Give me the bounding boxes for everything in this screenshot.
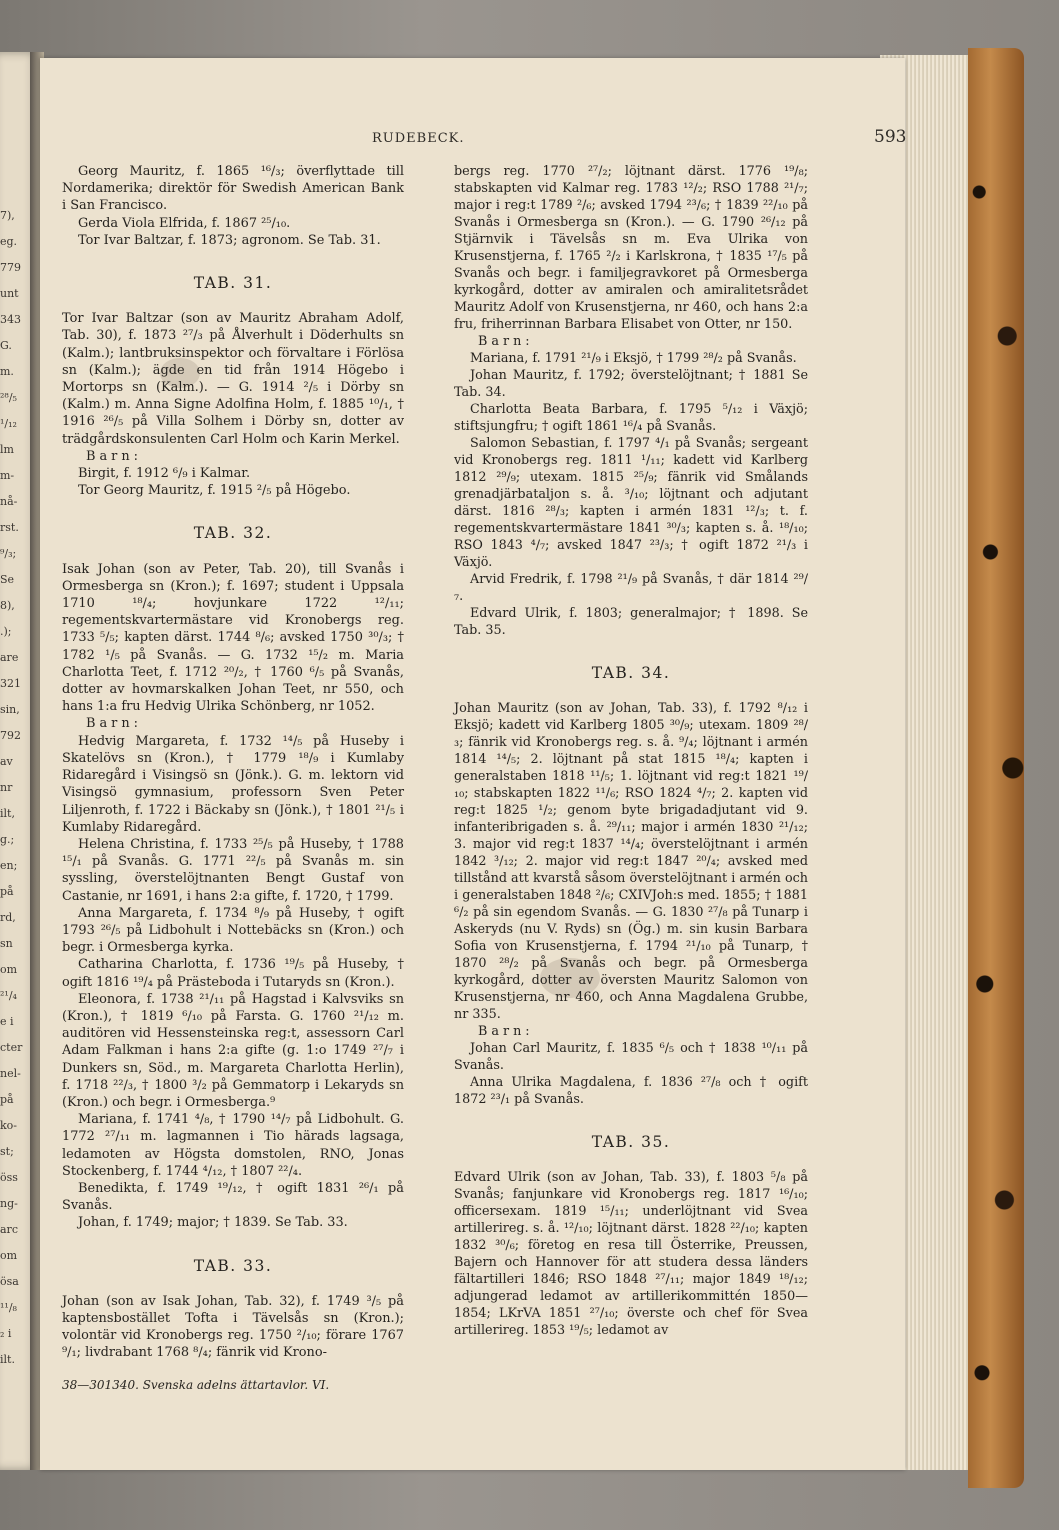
- left-page-fragment: ko-: [0, 1119, 18, 1132]
- left-page-fragment: st;: [0, 1145, 14, 1158]
- entry-paragraph: Tor Ivar Baltzar (son av Mauritz Abraham Adolf, Tab. 30), f. 1873 ²⁷/₃ på Ålverhult i Döderhults sn (Kalm.); lantbruksinspektor och förvaltare i Förlösa sn (Kalm.); ägde en tid från 1914 Högebo i Mortorps sn (Kalm.). — G. 1914 ²/₅ i Dörby sn (Kalm.) m. Anna Signe Adolfina Holm, f. 1885 ¹⁰/₁, † 1916 ²⁶/₅ på Villa Solhem i Dörby sn, dotter av trädgårdskonsulenten Carl Holm och Karin Merkel.: [62, 311, 404, 447]
- left-page-fragment: arc: [0, 1223, 18, 1236]
- child-entry: Eleonora, f. 1738 ²¹/₁₁ på Hagstad i Kalvsviks sn (Kron.), † 1819 ⁶/₁₀ på Farsta. G. 1760 ²¹/₁₂ m. auditören vid Hessensteinska reg:t, assessorn Carl Adam Falkman i hans 2:a gifte (g. 1:o 1749 ²⁷/₇ i Dunkers sn, Söd., m. Margareta Charlotta Herlin), f. 1718 ²²/₃, † 1800 ³/₂ på Gemmatorp i Lekaryds sn (Kron.) och begr. i Ormesberga.⁹: [62, 991, 404, 1110]
- left-page-fragment: ösa: [0, 1275, 19, 1288]
- left-page-fragment: eg.: [0, 235, 18, 248]
- running-head: RUDEBECK.: [372, 131, 465, 146]
- left-page-fragment: unt: [0, 287, 19, 300]
- left-page-fragment: 792: [0, 729, 21, 742]
- table-heading: TAB. 33.: [193, 1256, 273, 1275]
- left-page-fragment: ⁹/₃;: [0, 547, 17, 560]
- left-page-fragment: ²⁸/₅: [0, 391, 17, 404]
- left-page-fragment: sin,: [0, 703, 20, 716]
- left-page-fragment: 7),: [0, 209, 15, 222]
- child-entry: Johan, f. 1749; major; † 1839. Se Tab. 33.: [78, 1215, 348, 1231]
- child-entry: Tor Georg Mauritz, f. 1915 ²/₅ på Högebo.: [78, 483, 351, 499]
- table-heading: TAB. 31.: [193, 274, 273, 293]
- child-entry: Hedvig Margareta, f. 1732 ¹⁴/₅ på Huseby i Skatelövs sn (Kron.), † 1779 ¹⁸/₉ i Kumlaby Ridaregård i Visingsö sn (Jönk.). G. m. lektorn vid Visingsö gymnasium, professorn Sven Peter Liljenroth, f. 1722 i Bäckaby sn (Jönk.), † 1801 ²¹/₅ i Kumlaby Ridaregård.: [62, 733, 404, 835]
- entry-paragraph: Johan (son av Isak Johan, Tab. 32), f. 1749 ³/₅ på kaptensbostället Tofta i Tävelsås sn (Kron.); volontär vid Kronobergs reg. 1750 ²/₁₀; förare 1767 ⁹/₁; livdrabant 1768 ⁸/₄; fänrik vid Krono-: [62, 1293, 404, 1361]
- left-page-fragment: på: [0, 1093, 14, 1106]
- left-page-fragment: 8),: [0, 599, 15, 612]
- page-number: 593: [874, 127, 907, 147]
- marbled-cover: [968, 48, 1024, 1488]
- child-entry: Georg Mauritz, f. 1865 ¹⁶/₃; överflyttade till Nordamerika; direktör för Swedish American Bank i San Francisco.: [62, 164, 404, 214]
- child-entry: Helena Christina, f. 1733 ²⁵/₅ på Huseby, † 1788 ¹⁵/₁ på Svanås. G. 1771 ²²/₅ på Svanås m. sin syssling, överstelöjtnanten Bengt Gustaf von Castanie, nr 1691, i hans 2:a gifte, f. 1720, † 1799.: [62, 836, 404, 904]
- child-entry: Mariana, f. 1791 ²¹/₉ i Eksjö, † 1799 ²⁸/₂ på Svanås.: [470, 351, 797, 366]
- left-page-fragment: ¹¹/₈: [0, 1301, 17, 1314]
- left-page-fragment: ilt,: [0, 807, 15, 820]
- left-page-fragment: G.: [0, 339, 12, 352]
- left-page-fragment: are: [0, 651, 19, 664]
- child-entry: Anna Margareta, f. 1734 ⁸/₉ på Huseby, † ogift 1793 ²⁶/₅ på Lidbohult i Nottebäcks sn (Kron.) och begr. i Ormesberga kyrka.: [62, 905, 404, 956]
- child-entry: Mariana, f. 1741 ⁴/₈, † 1790 ¹⁴/₇ på Lidbohult. G. 1772 ²⁷/₁₁ m. lagmannen i Tio härads lagsaga, ledamoten av Högsta domstolen, RNO, Jonas Stockenberg, f. 1744 ⁴/₁₂, † 1807 ²²/₄.: [62, 1112, 404, 1179]
- table-heading: TAB. 35.: [591, 1133, 671, 1151]
- left-page-fragment: lm: [0, 443, 14, 456]
- left-page-fragment: av: [0, 755, 13, 768]
- left-page-fragment: om: [0, 1249, 18, 1262]
- left-page-fragment: nr: [0, 781, 13, 794]
- left-page-fragment: nå-: [0, 495, 18, 508]
- child-entry: Catharina Charlotta, f. 1736 ¹⁹/₅ på Huseby, † ogift 1816 ¹⁹/₄ på Prästeboda i Tutaryds sn (Kron.).: [62, 957, 404, 990]
- left-page-fragment: ¹/₁₂: [0, 417, 17, 430]
- left-page-fragment: m.: [0, 365, 14, 378]
- left-page-fragment: ilt.: [0, 1353, 15, 1366]
- left-page-fragment: 343: [0, 313, 21, 326]
- entry-paragraph: Johan Mauritz (son av Johan, Tab. 33), f. 1792 ⁸/₁₂ i Eksjö; kadett vid Karlberg 1805 ³⁰/₉; utexam. 1809 ²⁸/₃; fänrik vid Kronobergs reg. s. å. ⁹/₄; löjtnant i armén 1814 ¹⁴/₅; 2. löjtnant på stat 1815 ¹⁸/₄; kapten i generalstaben 1818 ¹¹/₅; 1. löjtnant vid reg:t 1821 ¹⁹/₁₀; stabskapten 1822 ¹¹/₆; RSO 1824 ⁴/₇; 2. kapten vid reg:t 1825 ¹/₂; genom byte brigadadjutant vid 9. infanteribrigaden s. å. ²⁹/₁₁; major i armén 1830 ²¹/₁₂; 3. major vid reg:t 1837 ¹⁴/₄; överstelöjtnant i armén 1842 ³/₁₂; 2. major vid reg:t 1847 ²⁰/₄; avsked med tillstånd att kvarstå såsom överstelöjtnant i armén och i generalstaben 1848 ²/₆; CXIVJoh:s med. 1855; † 1881 ⁶/₂ på sin egendom Svanås. — G. 1830 ²⁷/₈ på Tunarp i Askeryds (nu V. Ryds) sn (Ög.) m. sin kusin Barbara Sofia von Krusenstjerna, f. 1794 ²¹/₁₀ på Tunarp, † 1870 ²⁸/₂ på Svanås och begr. på Ormesberga kyrkogård, dotter av översten Mauritz Salomon von Krusenstjerna, nr 460, och Anna Magdalena Grubbe, nr 335.: [454, 701, 808, 1022]
- left-page-fragment: öss: [0, 1171, 18, 1184]
- child-entry: Salomon Sebastian, f. 1797 ⁴/₁ på Svanås; sergeant vid Kronobergs reg. 1811 ¹/₁₁; kadett vid Karlberg 1812 ²⁹/₉; utexam. 1815 ²⁵/₉; fänrik vid Smålands grenadjärbataljon s. å. ³/₁₀; löjtnant och adjutant därst. 1816 ²⁸/₃; kapten i armén 1831 ¹²/₃; t. f. regementskvartermästare 1841 ³⁰/₃; kapten s. å. ¹⁸/₁₀; RSO 1843 ⁴/₇; avsked 1847 ²³/₃; † ogift 1872 ²¹/₃ i Växjö.: [454, 436, 808, 570]
- footer-signature: 38—301340. Svenska adelns ättartavlor. VI.: [62, 1378, 330, 1392]
- left-page-fragment: g.;: [0, 833, 15, 846]
- left-page-fragment: rd,: [0, 911, 16, 924]
- left-page-fragment: nel-: [0, 1067, 21, 1080]
- right-column: [454, 163, 808, 1339]
- child-entry: Arvid Fredrik, f. 1798 ²¹/₉ på Svanås, † där 1814 ²⁹/₇.: [454, 572, 808, 604]
- entry-paragraph: bergs reg. 1770 ²⁷/₂; löjtnant därst. 1776 ¹⁹/₈; stabskapten vid Kalmar reg. 1783 ¹²/₂; RSO 1788 ²¹/₇; major i reg:t 1789 ²/₆; avsked 1794 ²³/₆; † 1839 ²²/₁₀ på Svanås i Ormesberga sn (Kron.). — G. 1790 ²⁶/₁₂ på Stjärnvik i Tävelsås sn m. Eva Ulrika von Krusenstjerna, f. 1765 ²/₂ i Karlskrona, † 1835 ¹⁷/₅ på Svanås och begr. i familjegravkoret på Ormesberga kyrkogård, dotter av amiralen och amiralitetsrådet Mauritz Adolf von Krusenstjerna, nr 460, och hans 2:a fru, friherrinnan Barbara Elisabet von Otter, nr 150.: [454, 164, 808, 332]
- left-page-fragment: .);: [0, 625, 12, 638]
- left-page-fragment: Se: [0, 573, 15, 586]
- left-page-fragment: på: [0, 885, 14, 898]
- children-heading: Barn:: [86, 716, 142, 732]
- children-heading: Barn:: [478, 1024, 534, 1039]
- child-entry: Tor Ivar Baltzar, f. 1873; agronom. Se Tab. 31.: [78, 232, 381, 248]
- child-entry: Edvard Ulrik, f. 1803; generalmajor; † 1898. Se Tab. 35.: [454, 606, 808, 638]
- entry-paragraph: Isak Johan (son av Peter, Tab. 20), till Svanås i Ormesberga sn (Kron.); f. 1697; student i Uppsala 1710 ¹⁸/₄; hovjunkare 1722 ¹²/₁₁; regementskvartermästare vid Kronobergs reg. 1733 ⁵/₅; kapten därst. 1744 ⁸/₆; avsked 1750 ³⁰/₃; † 1782 ¹/₅ på Svanås. — G. 1732 ¹⁵/₂ m. Maria Charlotta Teet, f. 1712 ²⁰/₂, † 1760 ⁶/₅ på Svanås, dotter av hovmarskalken Johan Teet, nr 550, och hans 1:a fru Hedvig Ulrika Schönberg, nr 1052.: [62, 561, 404, 715]
- left-page-fragment: m-: [0, 469, 15, 482]
- left-page-fragment: en;: [0, 859, 18, 872]
- left-page-fragment: 779: [0, 261, 21, 274]
- left-page-fragment: cter: [0, 1041, 23, 1054]
- left-page-fragment: e i: [0, 1015, 14, 1028]
- left-page-fragment: om: [0, 963, 18, 976]
- children-heading: Barn:: [478, 334, 534, 349]
- child-entry: Birgit, f. 1912 ⁶/₉ i Kalmar.: [78, 466, 251, 482]
- table-heading: TAB. 32.: [193, 524, 273, 543]
- child-entry: Anna Ulrika Magdalena, f. 1836 ²⁷/₈ och † ogift 1872 ²³/₁ på Svanås.: [454, 1075, 808, 1107]
- child-entry: Gerda Viola Elfrida, f. 1867 ²⁵/₁₀.: [78, 215, 291, 231]
- left-page-fragment: 321: [0, 677, 21, 690]
- entry-paragraph: Edvard Ulrik (son av Johan, Tab. 33), f. 1803 ⁵/₈ på Svanås; fanjunkare vid Kronobergs reg. 1817 ¹⁶/₁₀; officersexam. 1819 ¹⁵/₁₁; underlöjtnant vid Svea artillerireg. s. å. ¹²/₁₀; löjtnant därst. 1828 ²²/₁₀; kapten 1832 ³⁰/₆; företog en resa till Österrike, Preussen, Bajern och Hannover för att studera dessa länders fältartilleri 1846; RSO 1848 ²⁷/₁₁; major 1849 ¹⁸/₁₂; adjungerad ledamot av artillerikommittén 1850—1854; LKrVA 1851 ²⁷/₁₀; överste och chef för Svea artillerireg. 1853 ¹⁹/₅; ledamot av: [454, 1170, 808, 1338]
- left-column: [62, 163, 404, 1362]
- child-entry: Benedikta, f. 1749 ¹⁹/₁₂, † ogift 1831 ²⁶/₁ på Svanås.: [62, 1180, 404, 1214]
- left-page-fragment: sn: [0, 937, 13, 950]
- child-entry: Johan Mauritz, f. 1792; överstelöjtnant; † 1881 Se Tab. 34.: [454, 368, 808, 400]
- left-page-fragment: ₂ i: [0, 1327, 12, 1340]
- table-heading: TAB. 34.: [591, 664, 671, 682]
- children-heading: Barn:: [86, 448, 142, 464]
- left-page-fragment: ng-: [0, 1197, 18, 1210]
- left-page-fragment: rst.: [0, 521, 19, 534]
- child-entry: Charlotta Beata Barbara, f. 1795 ⁵/₁₂ i Växjö; stiftsjungfru; † ogift 1861 ¹⁶/₄ på Svanås.: [454, 402, 808, 434]
- left-page-fragment: ²¹/₄: [0, 989, 17, 1002]
- child-entry: Johan Carl Mauritz, f. 1835 ⁶/₅ och † 1838 ¹⁰/₁₁ på Svanås.: [454, 1041, 808, 1073]
